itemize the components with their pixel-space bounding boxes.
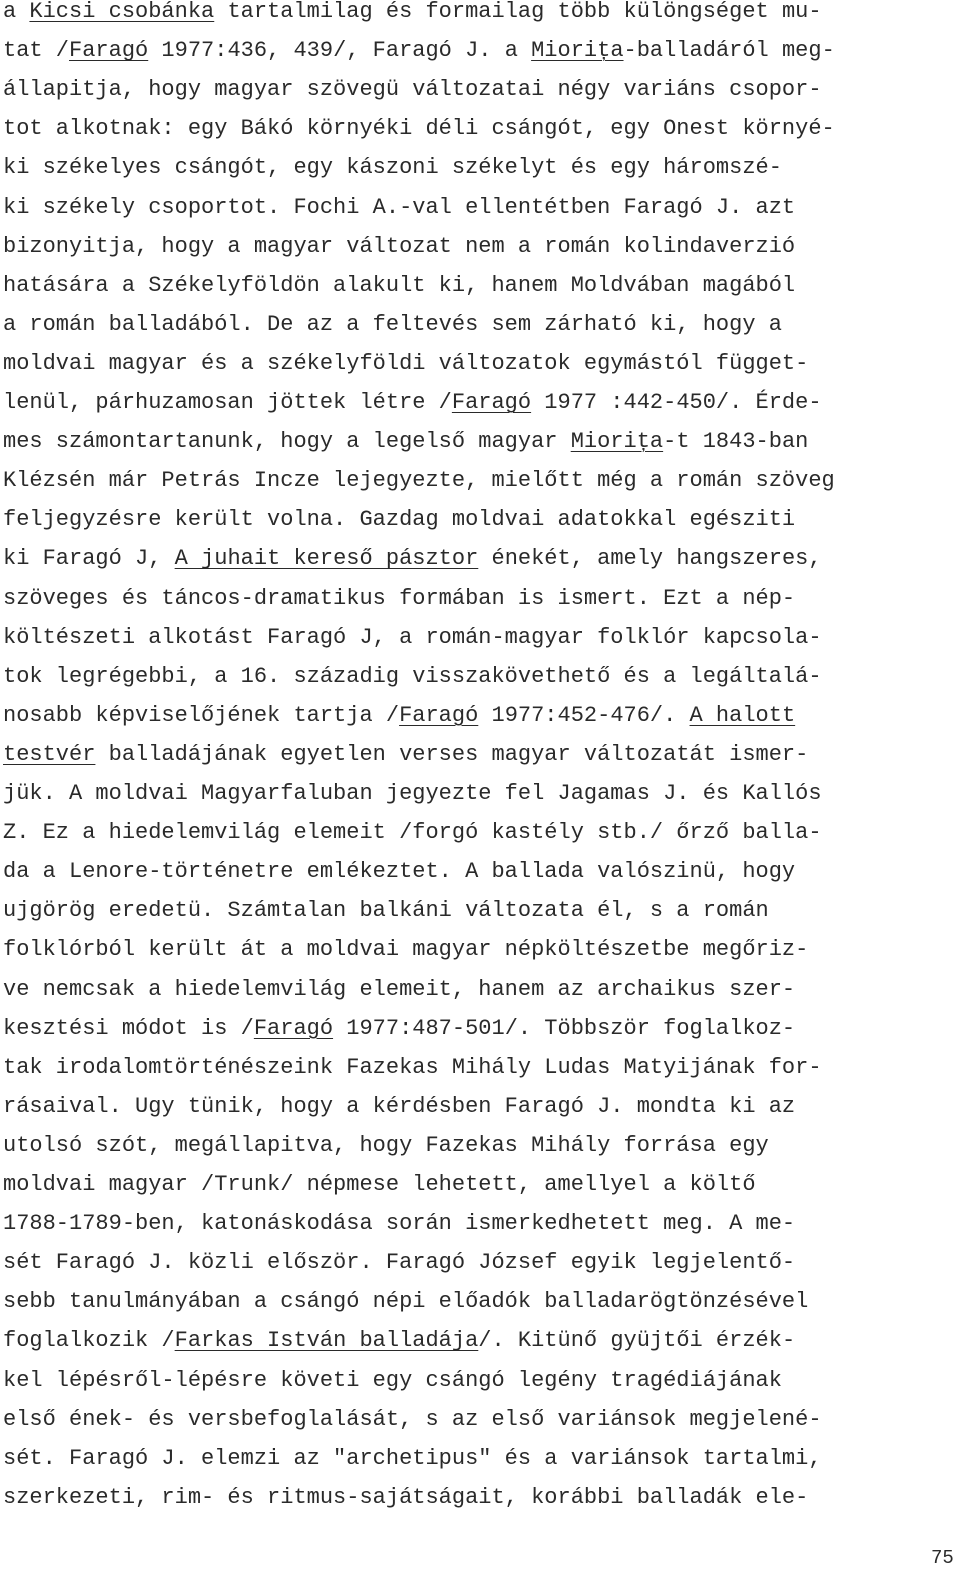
text-run: feljegyzésre került volna. Gazdag moldvai adatokkal egésziti [3, 507, 796, 533]
text-run: költészeti alkotást Faragó J, a román-magyar folklór kapcsola- [3, 624, 822, 650]
underlined-reference: Kicsi csobánka [29, 0, 215, 24]
underlined-reference: Farkas István balladája [174, 1328, 479, 1354]
text-run: da a Lenore-történetre emlékeztet. A ballada valószinü, hogy [3, 859, 796, 885]
text-line [3, 1212, 795, 1251]
text-line [3, 1447, 822, 1486]
underlined-reference: testvér [3, 741, 96, 767]
text-run: 1977:436, 439/, Faragó J. a [148, 38, 532, 64]
text-run: a román balladából. De az a feltevés sem zárható ki, hogy a [3, 311, 782, 337]
text-run: sét Faragó J. közli először. Faragó József egyik legjelentő- [3, 1250, 796, 1276]
text-run: nosabb képviselőjének tartja / [3, 702, 400, 728]
text-line [3, 1329, 795, 1368]
text-run: foglalkozik / [3, 1328, 175, 1354]
text-line [3, 587, 795, 626]
text-run: 1788-1789-ben, katonáskodása során ismerkedhetett meg. A me- [3, 1211, 796, 1237]
underlined-reference: Faragó [399, 702, 479, 728]
text-line [3, 196, 795, 235]
underlined-reference: Miorița [570, 429, 664, 455]
text-line [3, 1408, 822, 1447]
text-line [3, 821, 822, 860]
text-line [3, 1056, 822, 1095]
text-run: ujgörög eredetü. Számtalan balkáni változata él, s a román [3, 898, 769, 924]
text-run: első ének- és versbefoglalását, s az első variánsok megjelené- [3, 1406, 822, 1432]
text-run: bizonyitja, hogy a magyar változat nem a román kolindaverzió [3, 233, 796, 259]
text-line [3, 313, 782, 352]
text-run: tartalmilag és formailag több különgséget mu- [214, 0, 822, 24]
text-run: sét. Faragó J. elemzi az "archetipus" és a variánsok tartalmi, [3, 1445, 822, 1471]
text-run: sebb tanulmányában a csángó népi előadók balladarögtönzésével [3, 1289, 809, 1315]
text-run: tak irodalomtörténészeink Fazekas Mihály Ludas Matyijának for- [3, 1054, 822, 1080]
text-line [3, 704, 795, 743]
text-run: szerkezeti, rim- és ritmus-sajátságait, korábbi balladák ele- [3, 1484, 809, 1510]
text-line [3, 547, 822, 586]
text-line [3, 117, 835, 156]
text-run: tat / [3, 38, 70, 64]
underlined-reference: A juhait kereső pásztor [174, 546, 479, 572]
text-line [3, 782, 822, 821]
text-run: jük. A moldvai Magyarfaluban jegyezte fel Jagamas J. és Kallós [3, 781, 822, 806]
text-run: kesztési módot is / [3, 1015, 254, 1041]
text-line [3, 39, 835, 78]
text-run: -t 1843-ban [663, 429, 809, 455]
text-line [3, 0, 822, 39]
text-run: szöveges és táncos-dramatikus formában is ismert. Ezt a nép- [3, 585, 796, 611]
text-line [3, 352, 808, 391]
text-run: balladájának egyetlen verses magyar változatát ismer- [95, 741, 809, 767]
text-line [3, 469, 835, 508]
text-line [3, 1369, 782, 1408]
text-line [3, 860, 795, 899]
text-line [3, 1017, 795, 1056]
text-line [3, 1251, 795, 1290]
text-run: moldvai magyar és a székelyföldi változatok egymástól függet- [3, 350, 809, 376]
underlined-reference: Faragó [69, 38, 149, 64]
text-run: kel lépésről-lépésre követi egy csángó legény tragédiájának [3, 1367, 782, 1393]
text-line [3, 235, 795, 274]
text-line [3, 1486, 808, 1525]
text-run: tot alkotnak: egy Bákó környéki déli csángót, egy Onest környé- [3, 116, 835, 142]
text-run: 1977 :442-450/. Érde- [531, 390, 822, 415]
text-line [3, 430, 808, 469]
underlined-reference: Faragó [451, 390, 532, 415]
text-run: ki székelyes csángót, egy kászoni székelyt és egy háromszé- [3, 155, 782, 181]
text-run: állapitja, hogy magyar szövegü változatai négy variáns csopor- [3, 77, 822, 103]
text-run: lenül, párhuzamosan jöttek létre / [3, 390, 452, 415]
text-line [3, 665, 822, 704]
text-line [3, 78, 822, 117]
text-run: 1977:487-501/. Többször foglalkoz- [333, 1015, 796, 1041]
text-run: mes számontartanunk, hogy a legelső magyar [3, 429, 571, 455]
text-line [3, 938, 808, 977]
text-run: Z. Ez a hiedelemvilág elemeit /forgó kastély stb./ őrző balla- [3, 820, 822, 846]
text-run: hatására a Székelyföldön alakult ki, hanem Moldvában magából [3, 272, 796, 298]
text-line [3, 1095, 795, 1134]
text-line [3, 508, 795, 547]
text-run: ve nemcsak a hiedelemvilág elemeit, hanem az archaikus szer- [3, 976, 796, 1002]
text-run: 1977:452-476/. [478, 702, 690, 728]
text-run: Klézsén már Petrás Incze lejegyezte, mielőtt még a román szöveg [3, 468, 835, 494]
text-line [3, 743, 808, 782]
text-run: /. Kitünő gyüjtői érzék- [478, 1328, 796, 1354]
text-run: folklórból került át a moldvai magyar népköltészetbe megőriz- [3, 937, 809, 963]
page-number: 75 [931, 1547, 954, 1569]
text-run: rásaival. Ugy tünik, hogy a kérdésben Faragó J. mondta ki az [3, 1093, 796, 1119]
text-line [3, 978, 795, 1017]
text-run: ki székely csoportot. Fochi A.-val ellentétben Faragó J. azt [3, 194, 796, 220]
text-run: a [3, 0, 30, 24]
text-line [3, 156, 782, 195]
text-run: -balladáról meg- [623, 38, 835, 64]
text-line [3, 391, 822, 430]
text-line [3, 274, 795, 313]
text-line [3, 1290, 808, 1329]
text-run: moldvai magyar /Trunk/ népmese lehetett, amellyel a költő [3, 1172, 756, 1197]
text-line [3, 899, 769, 938]
text-line [3, 626, 822, 665]
underlined-reference: Faragó [253, 1015, 334, 1041]
underlined-reference: Miorița [531, 38, 624, 64]
text-run: énekét, amely hangszeres, [478, 546, 822, 572]
text-run: utolsó szót, megállapitva, hogy Fazekas Mihály forrása egy [3, 1132, 769, 1158]
underlined-reference: A halott [689, 702, 796, 728]
text-run: ki Faragó J, [3, 546, 175, 572]
text-line [3, 1134, 769, 1173]
text-line [3, 1173, 756, 1212]
text-run: tok legrégebbi, a 16. századig visszakövethető és a legáltalá- [3, 663, 822, 689]
